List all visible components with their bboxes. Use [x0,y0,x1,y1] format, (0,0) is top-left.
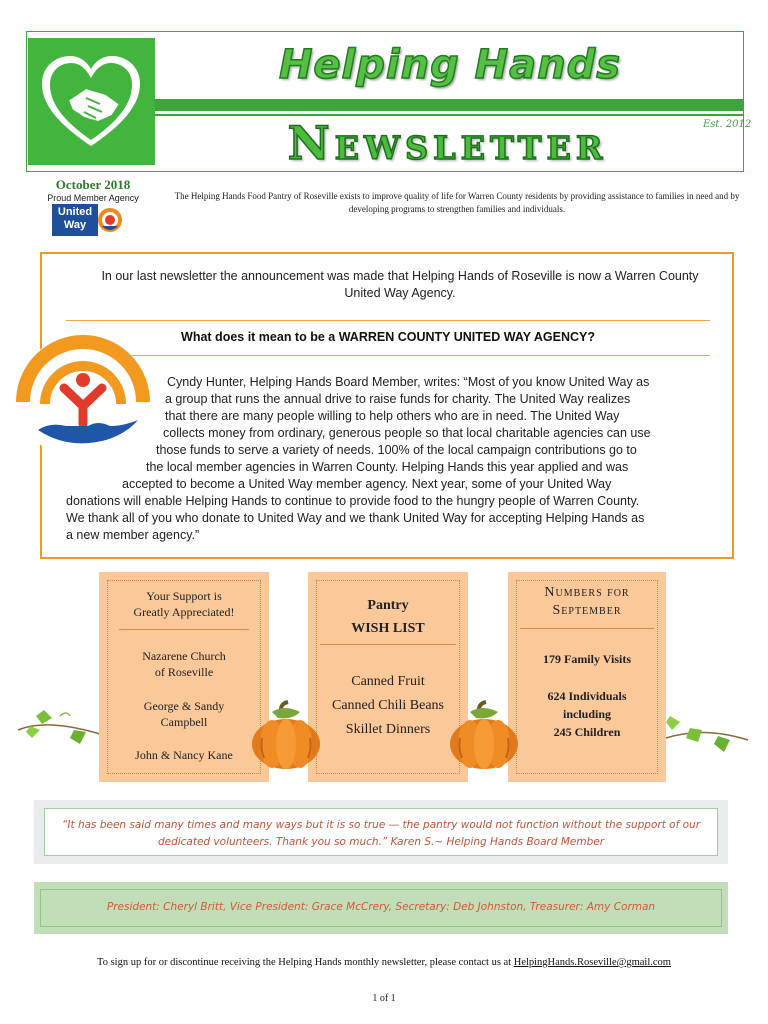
support-divider [119,629,249,630]
donor-1-line-1: Nazarene Church [142,649,226,663]
wishlist-title [308,594,468,640]
stat-individuals [508,687,666,741]
support-title-line-2: Greatly Appreciated! [133,605,235,619]
donor-1-line-2: of Roseville [154,665,214,679]
article-line-6: the local member agencies in Warren County. Helping Hands this year applied and was [146,460,629,474]
article-line-7: accepted to become a United Way member agency. Next year, some of your United Way [122,477,612,491]
officers-inner [40,889,722,927]
stat-children: 245 Children [553,725,621,739]
quote-inner [44,808,718,856]
wishlist-item-1: Canned Fruit [351,674,425,689]
numbers-title-line-2: September [552,603,622,618]
heart-hands-icon [28,38,155,165]
masthead-subtitle: Newsletter [287,116,608,170]
united-way-badge [52,204,126,236]
united-way-logo [8,322,158,472]
wishlist-divider [320,644,456,645]
donor-2-line-1: George & Sandy [143,699,225,713]
article-line-10: a new member agency.” [66,528,200,542]
wishlist-panel [308,572,468,782]
stat-family-visits: 179 Family Visits [542,652,631,666]
stat-individuals-line-2: including [562,707,612,721]
united-way-badge-text [52,206,98,232]
wishlist-items [308,670,468,742]
vine-left-icon [16,700,102,750]
article-intro: In our last newsletter the announcement was made that Helping Hands of Roseville is now a Warren County United Way Agency. [101,269,699,300]
signup-notice [10,957,758,968]
wishlist-item-3: Skillet Dinners [345,722,431,737]
wishlist-item-2: Canned Chili Beans [332,698,444,713]
header-bar [155,99,744,111]
wishlist-title-line-2: WISH LIST [351,621,425,636]
article-line-9: We thank all of you who donate to United Way and we thank United Way for accepting Helping Hands as [66,511,645,525]
wishlist-title-line-1: Pantry [367,598,409,613]
article-line-1: Cyndy Hunter, Helping Hands Board Member, writes: “Most of you know United Way as [167,375,650,389]
article-question: What does it mean to be a WARREN COUNTY UNITED WAY AGENCY? [181,330,595,344]
article-line-5: those funds to serve a variety of needs. 100% of the local campaign contributions go to [156,443,637,457]
numbers-title-line-1: Numbers for [544,585,630,600]
officers-box [34,882,728,934]
numbers-panel [508,572,666,782]
article-line-8: donations will enable Helping Hands to continue to provide food to the hungry people of Warren County. [66,494,640,508]
established-label: Est. 2012 [703,119,752,130]
support-panel [99,572,269,782]
united-way-icon [8,322,158,472]
numbers-title [508,584,666,620]
numbers-divider [520,628,654,629]
support-title [99,588,269,620]
article-line-2: a group that runs the annual drive to raise funds for charity. The United Way realizes [165,392,631,406]
donor-2 [99,698,269,730]
stat-individuals-line-1: 624 Individuals [547,689,627,703]
mission-statement: The Helping Hands Food Pantry of Roseville exists to improve quality of life for Warren County residents by providing assistance to families in need and by developing programs to strengthen families and individuals. [174,191,740,214]
proud-member-label: Proud Member Agency [47,193,139,203]
heart-handshake-logo [28,38,155,165]
masthead-title: Helping Hands [278,42,622,88]
quote-box [34,800,728,864]
question-rule-bottom [66,355,710,356]
officers-list: President: Cheryl Britt, Vice President: Grace McCrery, Secretary: Deb Johnston, Treasurer: Amy Corman [106,901,656,913]
donor-2-line-2: Campbell [160,715,208,729]
donor-3: John & Nancy Kane [135,748,233,762]
page-number: 1 of 1 [372,993,396,1004]
badge-line-united: United [57,206,93,218]
issue-date: October 2018 [55,177,131,192]
vine-right-icon [664,710,750,760]
pumpkin-left-icon [248,698,324,774]
badge-line-way: Way [63,219,87,231]
article-line-3: that there are many people willing to help others who are in need. The United Way [165,409,620,423]
donor-1 [99,648,269,680]
question-rule-top [66,320,710,321]
support-title-line-1: Your Support is [146,589,222,603]
volunteer-quote: “It has been said many times and many ways but it is so true — the pantry would not function without the support of our dedicated volunteers. Thank you so much.” Karen S.~ Helping Hands Board Member [61,819,701,848]
pumpkin-right-icon [446,698,522,774]
signup-text: To sign up for or discontinue receiving the Helping Hands monthly newsletter, please contact us at [97,957,514,968]
article-line-4: collects money from ordinary, generous people so that local charitable agencies can use [163,426,651,440]
contact-email-link[interactable]: HelpingHands.Roseville@gmail.com [513,957,671,968]
